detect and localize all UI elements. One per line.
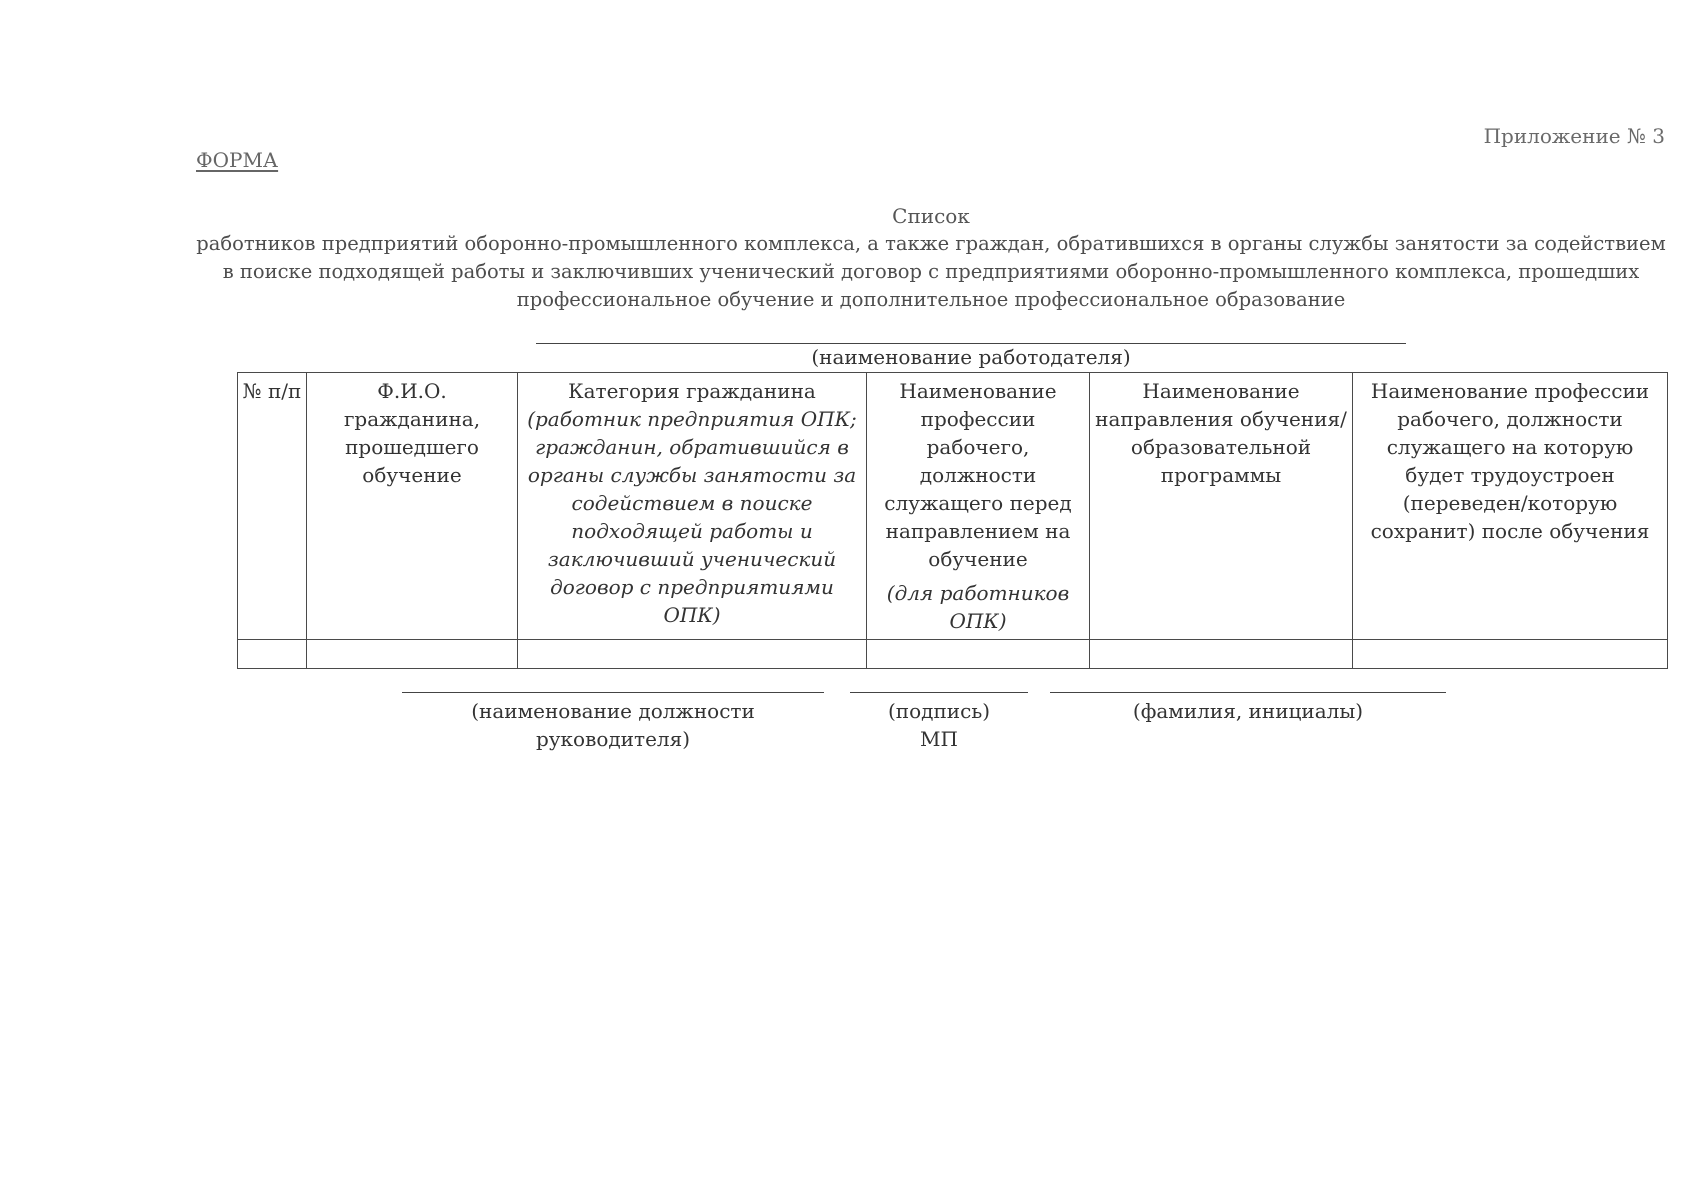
form-label: ФОРМА xyxy=(196,148,279,172)
table-cell xyxy=(1353,640,1668,669)
table-header-row xyxy=(238,373,1668,640)
header-direction: Наименование направления обучения/ образовательной программы xyxy=(1090,373,1353,640)
table-cell xyxy=(518,640,867,669)
header-profession-after: Наименование профессии рабочего, должности служащего на которую будет трудоустроен (переведен/которую сохранит) после обучения xyxy=(1353,373,1668,640)
employer-name-line xyxy=(536,343,1406,344)
title-word: Список xyxy=(892,204,970,228)
table-cell xyxy=(238,640,307,669)
stamp-label: МП xyxy=(920,727,958,751)
signature-line xyxy=(850,692,1028,693)
position-caption: (наименование должности руководителя) xyxy=(471,699,755,751)
title-description: работников предприятий оборонно-промышленного комплекса, а также граждан, обратившихся в органы службы занятости за содействием в поиске подходящей работы и заключивших ученический договор с предприятиями оборонно-промышленного комплекса, прошедших профессиональное обучение и дополнительное профессиональное образование xyxy=(196,232,1666,311)
header-profession-before: Наименование профессии рабочего, должности служащего перед направлением на обучение (для работников ОПК) xyxy=(867,373,1090,640)
table-row xyxy=(238,640,1668,669)
signature-caption: (подпись) xyxy=(887,699,991,723)
table-cell xyxy=(1090,640,1353,669)
table-cell xyxy=(867,640,1090,669)
name-line xyxy=(1050,692,1446,693)
signature-block xyxy=(840,697,1038,753)
trainees-table xyxy=(237,372,1668,669)
name-caption: (фамилия, инициалы) xyxy=(1132,699,1364,723)
document-title xyxy=(196,204,1666,314)
table-cell xyxy=(307,640,518,669)
header-category-note: (работник предприятия ОПК; гражданин, обратившийся в органы службы занятости за содействием в поиске подходящей работы и заключивший ученический договор с предприятиями ОПК) xyxy=(527,407,857,627)
header-category: Категория гражданина (работник предприятия ОПК; гражданин, обратившийся в органы службы занятости за содействием в поиске подходящей работы и заключивший ученический договор с предприятиями ОПК) xyxy=(518,373,867,640)
position-line xyxy=(402,692,824,693)
header-profession-before-note: (для работников ОПК) xyxy=(886,581,1070,633)
appendix-number: Приложение № 3 xyxy=(1483,124,1665,148)
header-num: № п/п xyxy=(238,373,307,640)
employer-caption: (наименование работодателя) xyxy=(811,345,1131,369)
header-fio: Ф.И.О. гражданина, прошедшего обучение xyxy=(307,373,518,640)
